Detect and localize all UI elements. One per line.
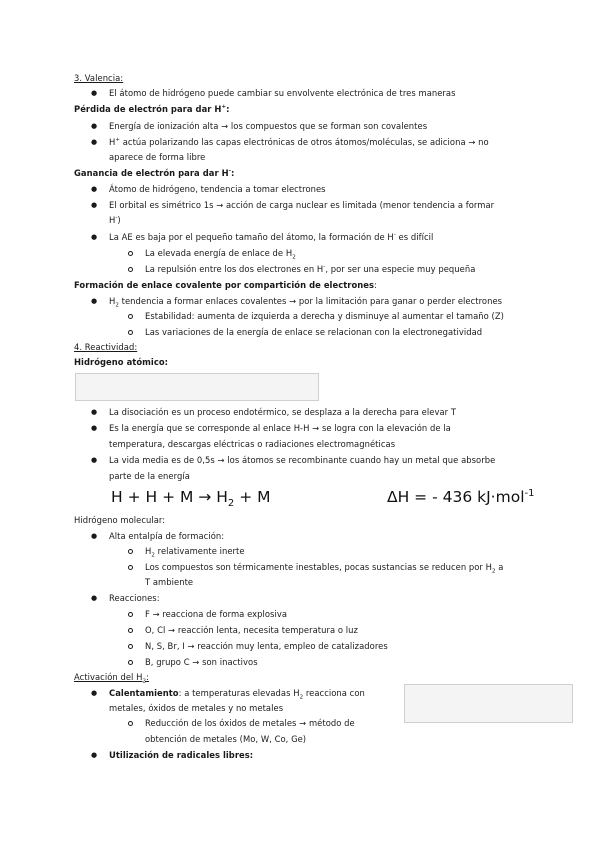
subheading-perdida: Pérdida de electrón para dar H+: [74, 104, 230, 114]
subheading-molecular: Hidrógeno molecular: [74, 515, 166, 525]
list-item: La AE es baja por el pequeño tamaño del átomo, la formación de H- es difícil [109, 232, 434, 242]
sub-list-item: La elevada energía de enlace de $H_2$ [145, 248, 296, 261]
sub-bullet-icon [128, 565, 133, 570]
list-item: El orbital es simétrico 1s → acción de carga nuclear es limitada (menor tendencia a formar [109, 200, 495, 210]
sub-bullet-icon [128, 251, 133, 256]
sub-bullet-icon [128, 330, 133, 335]
sub-list-item: Las variaciones de la energía de enlace se relacionan con la electronegatividad [145, 327, 483, 337]
list-item: Alta entalpía de formación: [109, 531, 225, 541]
sub-list-item: Los compuestos son térmicamente inestables, pocas sustancias se reducen por $H_2$ a [145, 562, 504, 575]
bullet-icon: ● [91, 233, 98, 241]
sub-list-item: $H_2$ relativamente inerte [145, 546, 245, 559]
list-item: Es la energía que se corresponde al enlace H-H → se logra con la elevación de la [109, 423, 451, 433]
list-item-continuation: H-) [109, 215, 121, 225]
bullet-icon: ● [91, 201, 98, 209]
list-item: La vida media es de 0,5s → los átomos se recombinante cuando hay un metal que absorbe [109, 455, 496, 465]
image-placeholder [75, 373, 319, 401]
sub-list-item: N, S, Br, I → reacción muy lenta, empleo de catalizadores [145, 641, 388, 651]
bullet-icon: ● [91, 89, 98, 97]
bullet-icon: ● [91, 408, 98, 416]
list-item: Calentamiento: a temperaturas elevadas $H_2$ reacciona con [109, 688, 365, 701]
image-placeholder [404, 684, 573, 723]
sub-list-item: B, grupo C → son inactivos [145, 657, 258, 667]
list-item-continuation: temperatura, descargas eléctricas o radiaciones electromagnéticas [109, 439, 396, 449]
bullet-icon: ● [91, 138, 98, 146]
sub-bullet-icon [128, 267, 133, 272]
section-heading-valencia: 3. Valencia: [74, 73, 124, 83]
list-item: Utilización de radicales libres: [109, 750, 254, 760]
subheading-atomico: Hidrógeno atómico: [74, 357, 169, 367]
list-item-continuation: metales, óxidos de metales y no metales [109, 703, 284, 713]
sub-bullet-icon [128, 721, 133, 726]
list-item-continuation: aparece de forma libre [109, 152, 206, 162]
sub-bullet-icon [128, 644, 133, 649]
sub-bullet-icon [128, 612, 133, 617]
bullet-icon: ● [91, 185, 98, 193]
sub-list-item: La repulsión entre los dos electrones en H-, por ser una especie muy pequeña [145, 264, 476, 274]
bullet-icon: ● [91, 532, 98, 540]
bullet-icon: ● [91, 594, 98, 602]
sub-list-item: Estabilidad: aumenta de izquierda a derecha y disminuye al aumentar el tamaño (Z) [145, 311, 504, 321]
list-item: Átomo de hidrógeno, tendencia a tomar electrones [109, 184, 326, 194]
section-heading-reactividad: 4. Reactividad: [74, 342, 138, 352]
list-item: La disociación es un proceso endotérmico, se desplaza a la derecha para elevar T [109, 407, 457, 417]
subheading-formacion: Formación de enlace covalente por compartición de electrones: [74, 280, 377, 290]
list-item: El átomo de hidrógeno puede cambiar su envolvente electrónica de tres maneras [109, 88, 456, 98]
list-item: Reacciones: [109, 593, 160, 603]
list-item: H+ actúa polarizando las capas electrónicas de otros átomos/moléculas, se adiciona → no [109, 137, 489, 147]
sub-bullet-icon [128, 549, 133, 554]
sub-list-item-continuation: T ambiente [145, 577, 194, 587]
bullet-icon: ● [91, 456, 98, 464]
subheading-ganancia: Ganancia de electrón para dar H-: [74, 168, 235, 178]
sub-bullet-icon [128, 628, 133, 633]
enthalpy-value: ΔH = - 436 kJ·mol$^{-1}$ [387, 487, 535, 506]
sub-bullet-icon [128, 314, 133, 319]
sub-list-item-continuation: obtención de metales (Mo, W, Co, Ge) [145, 734, 307, 744]
bullet-icon: ● [91, 689, 98, 697]
sub-list-item: F → reacciona de forma explosiva [145, 609, 288, 619]
list-item: Energía de ionización alta → los compuestos que se forman son covalentes [109, 121, 428, 131]
bullet-icon: ● [91, 424, 98, 432]
bullet-icon: ● [91, 751, 98, 759]
bullet-icon: ● [91, 297, 98, 305]
sub-bullet-icon [128, 660, 133, 665]
sub-list-item: O, Cl → reacción lenta, necesita temperatura o luz [145, 625, 358, 635]
reaction-equation: $H + H + M \to H_2 + M$ [111, 488, 271, 510]
list-item: $H_2$ tendencia a formar enlaces covalentes → por la limitación para ganar o perder electrones [109, 296, 503, 309]
sub-list-item: Reducción de los óxidos de metales → método de [145, 718, 355, 728]
subheading-activacion: Activación del $H_2$: [74, 672, 149, 685]
list-item-continuation: parte de la energía [109, 471, 190, 481]
bullet-icon: ● [91, 122, 98, 130]
